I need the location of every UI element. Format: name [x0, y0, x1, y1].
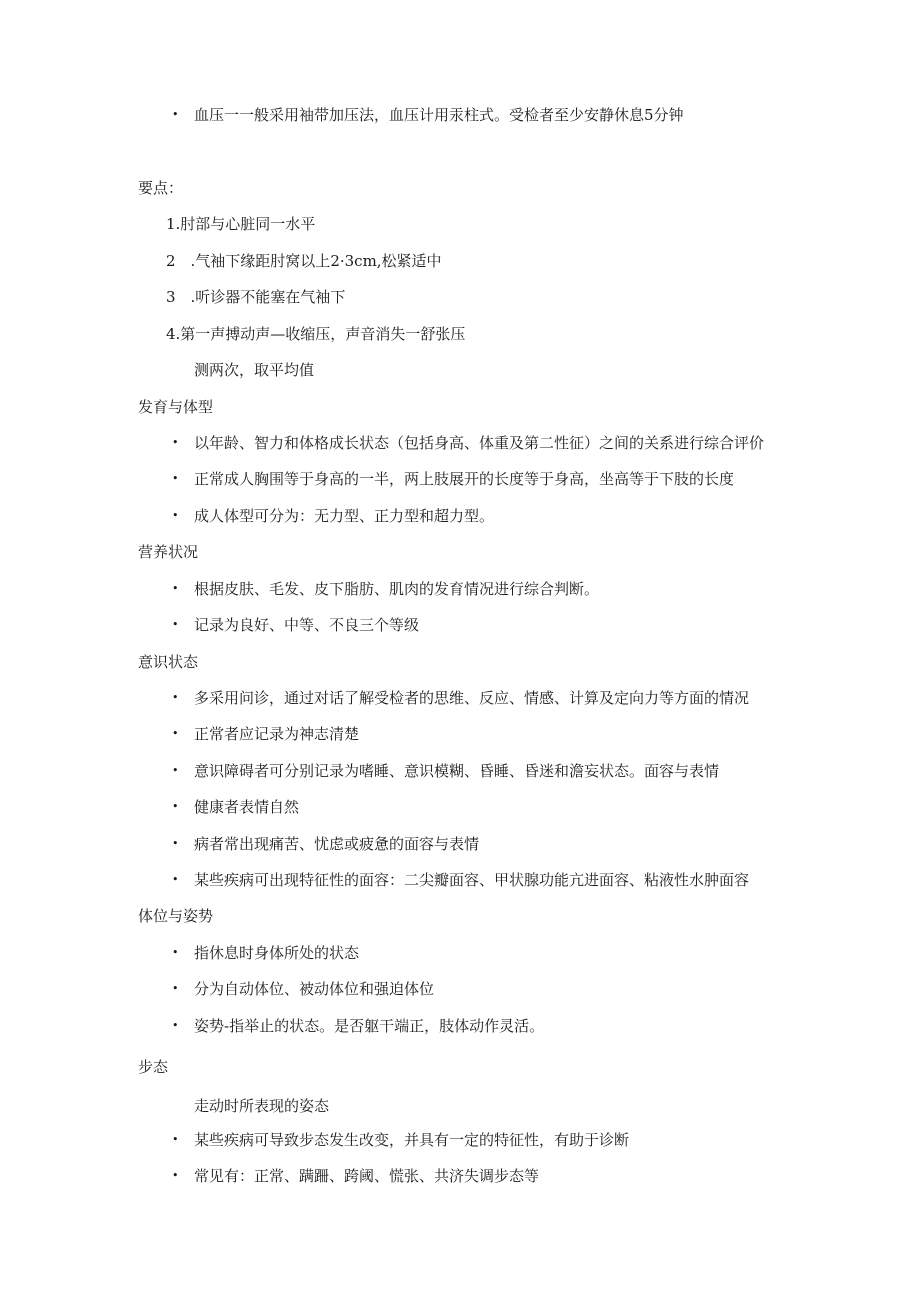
development-bullet-2: 正常成人胸围等于身高的一半，两上肢展开的长度等于身高，坐高等于下肢的长度 — [194, 470, 735, 488]
gait-bullet-1: 某些疾病可导致步态发生改变，并具有一定的特征性，有助于诊断 — [194, 1131, 630, 1149]
consciousness-heading: 意识状态 — [138, 653, 199, 671]
bullet-icon: • — [172, 800, 179, 813]
bullet-icon: • — [172, 618, 179, 631]
bullet-icon: • — [172, 436, 179, 449]
posture-bullet-3: 姿势-指举止的状态。是否躯干端正，肢体动作灵活。 — [194, 1017, 545, 1035]
development-heading: 发育与体型 — [138, 398, 214, 416]
consciousness-bullet-6: 某些疾病可出现特征性的面容：二尖瓣面容、甲状腺功能亢进面容、粘液性水肿面容 — [194, 871, 750, 889]
nutrition-heading: 营养状况 — [138, 543, 199, 561]
gait-note: 走动时所表现的姿态 — [194, 1097, 330, 1115]
development-bullet-1: 以年龄、智力和体格成长状态（包括身高、体重及第二性征）之间的关系进行综合评价 — [194, 434, 765, 452]
consciousness-bullet-3: 意识障碍者可分别记录为嗜睡、意识模糊、昏睡、昏迷和澹妄状态。面容与表情 — [194, 762, 720, 780]
bullet-icon: • — [172, 946, 179, 959]
bullet-icon: • — [172, 472, 179, 485]
key-points-note: 测两次，取平均值 — [194, 361, 315, 379]
bullet-icon: • — [172, 764, 179, 777]
bullet-icon: • — [172, 1019, 179, 1032]
bullet-icon: • — [172, 1169, 179, 1182]
bp-text: 血压一一般采用袖带加压法，血压计用汞柱式。受检者至少安静休息5分钟 — [194, 106, 684, 124]
consciousness-bullet-4: 健康者表情自然 — [194, 798, 300, 816]
bullet-icon: • — [172, 582, 179, 595]
key-point-3: 3 .听诊器不能塞在气袖下 — [166, 288, 346, 306]
bullet-icon: • — [172, 982, 179, 995]
bullet-icon: • — [172, 509, 179, 522]
posture-heading: 体位与姿势 — [138, 907, 214, 925]
posture-bullet-1: 指休息时身体所处的状态 — [194, 944, 360, 962]
consciousness-bullet-2: 正常者应记录为神志清楚 — [194, 725, 360, 743]
posture-bullet-2: 分为自动体位、被动体位和强迫体位 — [194, 980, 435, 998]
key-point-4: 4.第一声搏动声—收缩压，声音消失一舒张压 — [166, 325, 466, 343]
gait-bullet-2: 常见有：正常、蹒跚、跨阈、慌张、共济失调步态等 — [194, 1167, 540, 1185]
bullet-icon: • — [172, 1133, 179, 1146]
nutrition-bullet-1: 根据皮肤、毛发、皮下脂肪、肌肉的发育情况进行综合判断。 — [194, 580, 600, 598]
bullet-icon: • — [172, 837, 179, 850]
bullet-icon: • — [172, 873, 179, 886]
consciousness-bullet-5: 病者常出现痛苦、忧虑或疲惫的面容与表情 — [194, 835, 480, 853]
key-point-1: 1.肘部与心脏同一水平 — [166, 215, 316, 233]
key-points-heading: 要点： — [138, 179, 184, 197]
bullet-icon: • — [172, 108, 179, 121]
bullet-icon: • — [172, 727, 179, 740]
nutrition-bullet-2: 记录为良好、中等、不良三个等级 — [194, 616, 420, 634]
gait-heading: 步态 — [138, 1058, 169, 1076]
development-bullet-3: 成人体型可分为：无力型、正力型和超力型。 — [194, 507, 495, 525]
bullet-icon: • — [172, 691, 179, 704]
key-point-2: 2 .气袖下缘距肘窝以上2·3cm,松紧适中 — [166, 252, 442, 270]
consciousness-bullet-1: 多采用问诊，通过对话了解受检者的思维、反应、情感、计算及定向力等方面的情况 — [194, 689, 750, 707]
